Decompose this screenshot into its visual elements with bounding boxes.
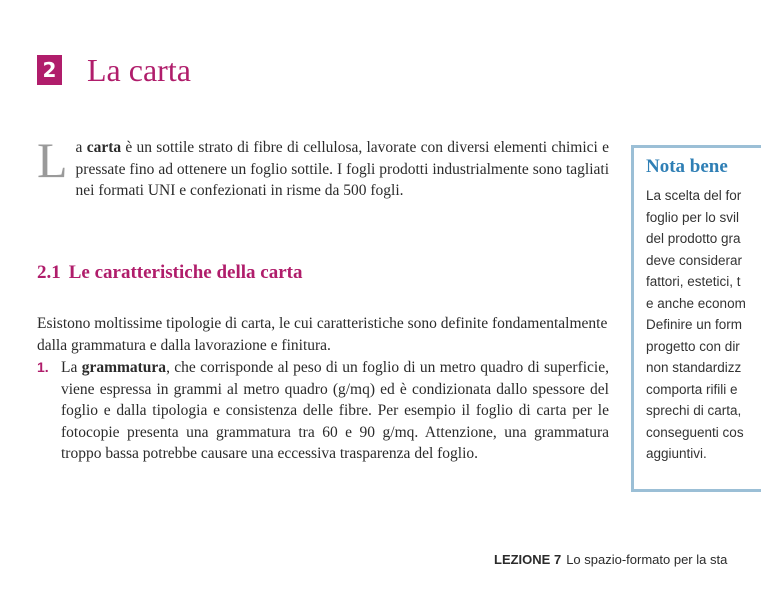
chapter-number-badge: 2: [37, 55, 62, 85]
section-number: 2.1: [37, 262, 61, 283]
page-footer: [494, 552, 727, 567]
list-text-start: La: [61, 359, 82, 376]
list-text-rest: , che corrisponde al peso di un foglio di un metro quadro di superficie, viene espressa in grammi al metro quadro (g/mq) ed è condizionata dallo spessore del foglio e dalla tipologia e consistenza delle fibre. Per esempio il foglio di carta per le fotocopie presenta una grammatura tra 60 e 90 g/mq. Attenzione, una grammatura troppo bassa potrebbe causare una eccessiva trasparenza del foglio.: [61, 359, 609, 462]
footer-lesson: LEZIONE 7: [494, 552, 562, 567]
note-line: comporta rifili e: [646, 381, 738, 397]
body-paragraph: Esistono moltissime tipologie di carta, le cui caratteristiche sono definite fondamentalmente dalla grammatura e dalla lavorazione e finitura.: [37, 315, 608, 354]
note-line: aggiuntivi.: [646, 446, 707, 461]
note-body: [646, 185, 761, 465]
chapter-header: [37, 52, 191, 88]
intro-keyword: carta: [86, 139, 122, 156]
drop-cap: L: [37, 132, 68, 188]
note-line: e anche econom: [646, 295, 746, 311]
note-line: non standardizz: [646, 360, 742, 375]
note-title: Nota bene: [646, 156, 728, 177]
note-line: sprechi di carta,: [646, 403, 742, 418]
list-keyword: grammatura: [81, 359, 167, 376]
section-body: [37, 313, 609, 465]
note-line: foglio per lo svil: [646, 209, 740, 225]
list-number: 1.: [37, 359, 49, 375]
intro-text-start: a: [75, 139, 87, 156]
list-item: [37, 357, 609, 465]
footer-title: Lo spazio-formato per la sta: [566, 552, 728, 567]
note-box: [631, 145, 761, 492]
intro-paragraph: [37, 132, 609, 202]
section-heading: [37, 262, 302, 284]
note-line: progetto con dir: [646, 338, 740, 354]
note-line: La scelta del for: [646, 188, 742, 203]
chapter-title: La carta: [87, 52, 191, 88]
note-line: del prodotto gra: [646, 231, 741, 246]
note-line: fattori, estetici, t: [646, 274, 741, 289]
section-title: Le caratteristiche della carta: [68, 262, 303, 283]
note-line: Definire un form: [646, 317, 743, 332]
intro-text-rest: è un sottile strato di fibre di cellulosa, lavorate con diversi elementi chimici e pressate fino ad ottenere un foglio sottile. I fogli prodotti industrialmente sono tagliati nei formati UNI e confezionati in risme da 500 fogli.: [75, 139, 609, 199]
note-line: conseguenti cos: [646, 424, 744, 440]
note-line: deve considerar: [646, 252, 743, 268]
